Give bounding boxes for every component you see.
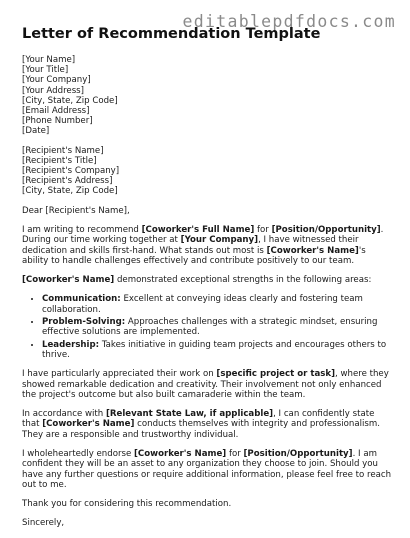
list-item: • Leadership: Takes initiative in guiding team projects and encourages others to thrive.	[42, 340, 394, 361]
sender-title: [Your Title]	[22, 65, 69, 76]
recipient-company: [Recipient's Company]	[22, 166, 120, 177]
letter-page	[22, 26, 394, 538]
sender-date: [Date]	[22, 126, 50, 137]
sender-city: [City, State, Zip Code]	[22, 95, 118, 106]
strengths-intro: [Coworker's Name] demonstrated exceptional strengths in the following areas:	[22, 275, 372, 286]
letter-title: Letter of Recommendation Template	[22, 26, 321, 42]
recipient-address: [Recipient's Address]	[22, 176, 113, 187]
law-paragraph: In accordance with [Relevant State Law, if applicable], I can confidently state that [Coworker's Name] conducts themselves with integrity and professionalism. They are a responsible and trustworthy individual.	[22, 409, 380, 440]
sender-company: [Your Company]	[22, 75, 91, 86]
greeting: Dear [Recipient's Name],	[22, 205, 130, 216]
strengths-list	[22, 294, 394, 360]
intro-paragraph: I am writing to recommend [Coworker's Full Name] for [Position/Opportunity]. During our time working together at [Your Company], I have witnessed their dedication and skills first-hand. What stands out most is [Coworker's Name]'s ability to handle challenges effectively and contribute positively to our team.	[22, 224, 384, 266]
thanks-line: Thank you for considering this recommendation.	[22, 499, 232, 510]
endorse-paragraph: I wholeheartedly endorse [Coworker's Name] for [Position/Opportunity]. I am confident they will be an asset to any organization they choose to join. Should you have any further questions or require additional information, please feel free to reach out to me.	[22, 448, 392, 490]
sender-address: [Your Address]	[22, 85, 85, 96]
sender-address-block	[22, 55, 394, 137]
watermark: editablepdfdocs.com	[182, 12, 396, 31]
recipient-title: [Recipient's Title]	[22, 155, 97, 166]
project-paragraph: I have particularly appreciated their work on [specific project or task], where they showed remarkable dedication and creativity. Their involvement not only enhanced the project's outcome but also built camaraderie within the team.	[22, 369, 389, 400]
list-item: • Communication: Excellent at conveying ideas clearly and fostering team collaboration.	[42, 294, 394, 315]
recipient-city: [City, State, Zip Code]	[22, 186, 118, 197]
sender-name: [Your Name]	[22, 55, 76, 65]
list-item: • Problem-Solving: Approaches challenges with a strategic mindset, ensuring effective solutions are implemented.	[42, 317, 394, 338]
signoff: Sincerely,	[22, 518, 65, 529]
sender-phone: [Phone Number]	[22, 116, 93, 127]
recipient-name: [Recipient's Name]	[22, 145, 104, 156]
sender-email: [Email Address]	[22, 106, 90, 117]
recipient-address-block	[22, 146, 394, 197]
